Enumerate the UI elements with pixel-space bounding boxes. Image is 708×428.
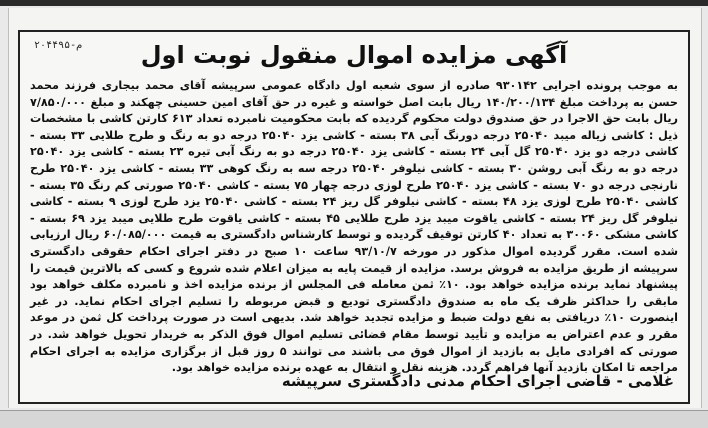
notice-title: آگهی مزایده اموال منقول نوبت اول bbox=[140, 41, 568, 69]
notice-signature: غلامی - قاضی اجرای احکام مدنی دادگستری سرپیشه bbox=[281, 372, 674, 390]
bottom-page-strip bbox=[0, 410, 708, 428]
top-border-bar bbox=[0, 0, 708, 6]
notice-reference-code: ۲۰۴۴۹۵-م bbox=[34, 40, 83, 51]
newspaper-page bbox=[8, 8, 702, 408]
auction-notice-box bbox=[18, 30, 690, 404]
notice-body-text: به موجب پرونده اجرایی ۹۳۰۱۴۲ صادره از سوی شعبه اول دادگاه عمومی سرپیشه آقای محمد بیجاری فرزند محمد حسن به پرداخت مبلغ ۱۴۰/۲۰۰/۱۳۴ ریال بابت اصل خواسته و غیره در حق آقای امین حسینی چهکند و مبلغ ۷/۸۵۰/۰۰۰ ریال بابت حق الاجرا در حق صندوق دولت محکوم گردیده که بابت محکومیت نامبرده تعداد ۶۱۳ کارتن کاشی با مشخصات ذیل : کاشی زیاله میبد ۲۵۰۴۰ درجه دورنگ آبی ۳۸ بسته - کاشی یزد ۲۵۰۴۰ درجه دو به رنگ و طرح طلایی ۳۳ بسته - کاشی درجه دو یزد ۲۵۰۴۰ گل آبی ۲۴ بسته - کاشی یزد ۲۵۰۴۰ درجه دو به رنگ آبی تیره ۲۳ بسته - کاشی یزد ۲۵۰۴۰ درجه دو به رنگ آبی روشن ۳۰ بسته - کاشی نیلوفر ۲۵۰۴۰ درجه سه به رنگ کوهی ۳۳ بسته - کاشی یزد ۲۵۰۴۰ طرح نارنجی درجه دو ۷۰ بسته - کاشی یزد ۲۵۰۴۰ طرح لوزی درجه چهار ۷۵ بسته - کاشی ۲۵۰۴۰ صورتی کم رنگ ۳۵ بسته - کاشی ۲۵۰۴۰ طرح لوزی یزد ۴۸ بسته - کاشی نیلوفر گل ریز ۲۴ بسته - کاشی ۲۵۰۴۰ یزد طرح لوزی ۹ بسته - کاشی نیلوفر گل ریز ۲۴ بسته - کاشی یاقوت میبد یزد طرح طلایی ۴۵ بسته - کاشی یاقوت طرح طلایی میبد یزد ۶۹ بسته - کاشی مشکی ۳۰۰۶۰ به تعداد ۴۰ کارتن توقیف گردیده و توسط کارشناس دادگستری به قیمت ۶۰/۰۸۵/۰۰۰ ریال ارزیابی شده است. مقرر گردیده اموال مذکور در مورخه ۹۳/۱۰/۷ ساعت ۱۰ صبح در دفتر اجرای احکام حقوقی دادگستری سرپیشه از طریق مزایده به فروش برسد. مزایده از قیمت پایه به میزان اعلام شده شروع و کسی که بالاترین قیمت را پیشنهاد نماید برنده مزایده خواهد بود. ۱۰٪ ثمن معامله فی المجلس از برنده مزایده اخذ و نامبرده مکلف خواهد بود مابقی را حداکثر ظرف یک ماه به صندوق دادگستری تودیع و قبض مربوطه را تسلیم اجرای احکام نماید. در غیر اینصورت ۱۰٪ دریافتی به نفع دولت ضبط و مزایده تجدید خواهد شد. بدیهی است در صورت پرداخت کل ثمن در موعد مقرر و عدم اعتراض به مزایده و تأیید توسط مقام قضائی تسلیم اموال فوق الذکر به خریدار تحویل خواهد شد. در صورتی که افرادی مایل به بازدید از اموال فوق می باشند می توانند ۵ روز قبل از برگزاری مزایده به اجرای احکام مراجعه تا امکان بازدید آنها فراهم گردد. هزینه نقل و انتقال به عهده برنده مزایده خواهد بود. bbox=[30, 79, 679, 375]
